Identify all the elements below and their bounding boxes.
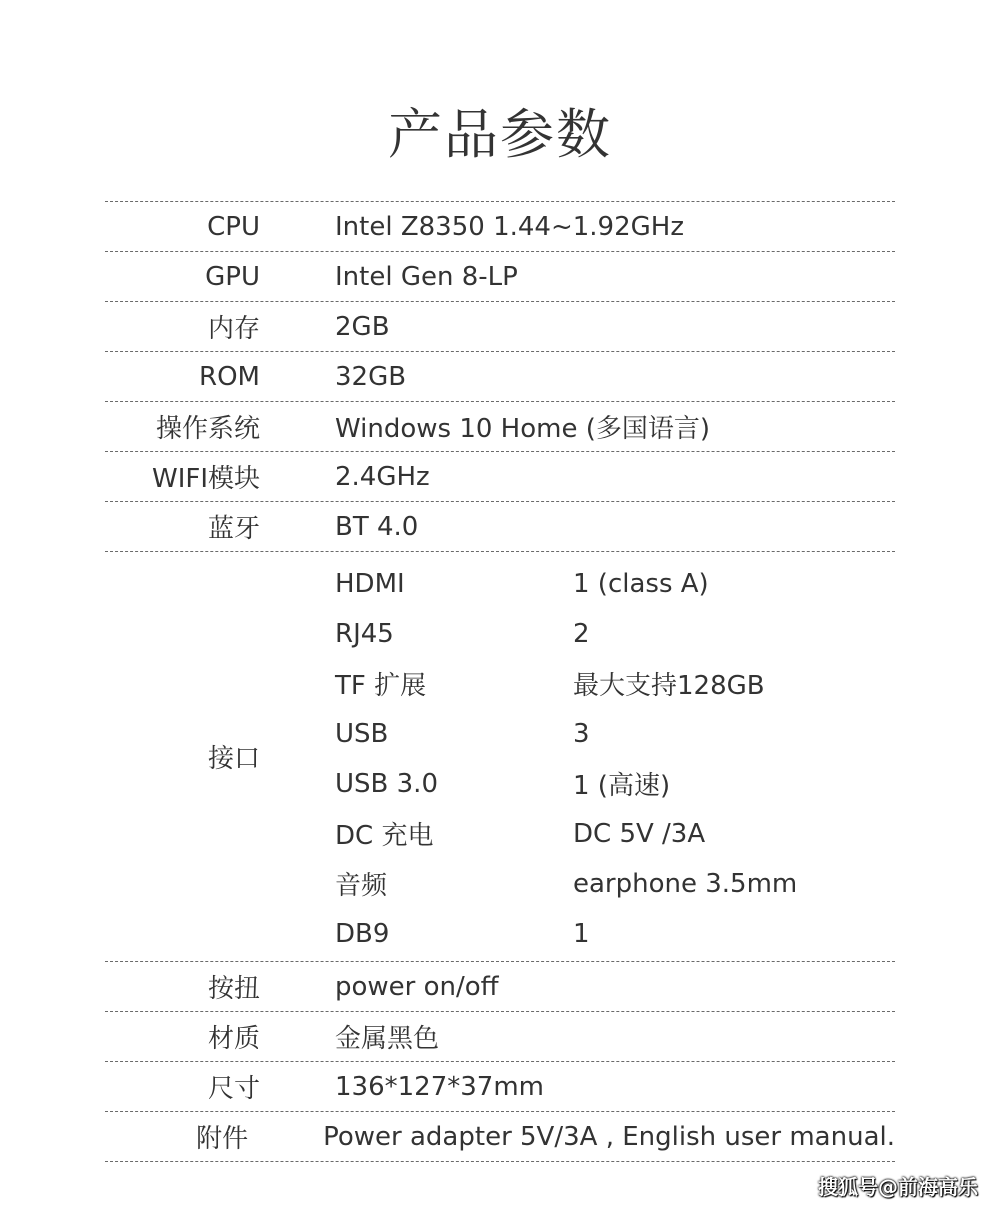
spec-value: BT 4.0 [335, 511, 419, 542]
spec-row-cpu [105, 201, 895, 251]
interface-value: DC 5V /3A [573, 818, 706, 849]
spec-row-accessories [105, 1111, 895, 1162]
interface-value: earphone 3.5mm [573, 868, 798, 899]
spec-table [105, 201, 895, 1162]
spec-row-bluetooth [105, 501, 895, 551]
spec-value: 金属黑色 [335, 1024, 440, 1054]
spec-label: 内存 [207, 314, 260, 344]
interface-name: DC 充电 [335, 821, 434, 851]
interface-name: TF 扩展 [335, 671, 427, 701]
spec-label: ROM [199, 361, 260, 392]
spec-row-button [105, 961, 895, 1011]
spec-row-size [105, 1061, 895, 1111]
spec-value: 136*127*37mm [335, 1071, 544, 1102]
spec-value: Power adapter 5V/3A , English user manual. [323, 1121, 895, 1152]
interface-item [335, 759, 797, 809]
interface-name: USB 3.0 [335, 768, 438, 799]
interface-item [335, 709, 797, 759]
interface-item [335, 659, 797, 709]
interface-value: 1 [573, 918, 590, 949]
spec-label: 附件 [196, 1124, 249, 1154]
spec-label: 尺寸 [207, 1074, 260, 1104]
spec-value: 32GB [335, 361, 407, 392]
spec-label: 操作系统 [155, 414, 260, 444]
interface-item [335, 559, 797, 609]
spec-value: Intel Gen 8-LP [335, 261, 518, 292]
page-title: 产品参数 [388, 103, 612, 166]
spec-label: CPU [207, 211, 260, 242]
interface-name: DB9 [335, 918, 390, 949]
interface-value: 最大支持128GB [573, 671, 765, 701]
interface-item [335, 809, 797, 859]
spec-value: Windows 10 Home (多国语言) [335, 414, 711, 444]
spec-value: Intel Z8350 1.44~1.92GHz [335, 211, 684, 242]
interface-name: HDMI [335, 568, 405, 599]
spec-value: 2.4GHz [335, 461, 430, 492]
interface-value: 1 (class A) [573, 568, 709, 599]
spec-label: WIFI模块 [152, 464, 260, 494]
watermark: 搜狐号@前海高乐 [818, 1175, 978, 1199]
interface-value: 2 [573, 618, 590, 649]
spec-label: 蓝牙 [207, 514, 260, 544]
spec-row-os [105, 401, 895, 451]
interface-list [335, 555, 797, 959]
interface-name: 音频 [335, 871, 388, 901]
spec-row-material [105, 1011, 895, 1061]
interface-name: USB [335, 718, 389, 749]
spec-label: 按扭 [207, 974, 260, 1004]
interface-item [335, 609, 797, 659]
spec-label: 材质 [207, 1024, 260, 1054]
interface-name: RJ45 [335, 618, 394, 649]
spec-label: GPU [205, 261, 260, 292]
spec-row-memory [105, 301, 895, 351]
spec-value: 2GB [335, 311, 390, 342]
spec-label: 接口 [207, 744, 260, 774]
spec-row-gpu [105, 251, 895, 301]
spec-row-rom [105, 351, 895, 401]
interface-item [335, 909, 797, 959]
interface-value: 3 [573, 718, 590, 749]
spec-row-wifi [105, 451, 895, 501]
interface-value: 1 (高速) [573, 771, 671, 801]
interface-item [335, 859, 797, 909]
spec-value: power on/off [335, 971, 499, 1002]
spec-row-interface [105, 551, 895, 961]
